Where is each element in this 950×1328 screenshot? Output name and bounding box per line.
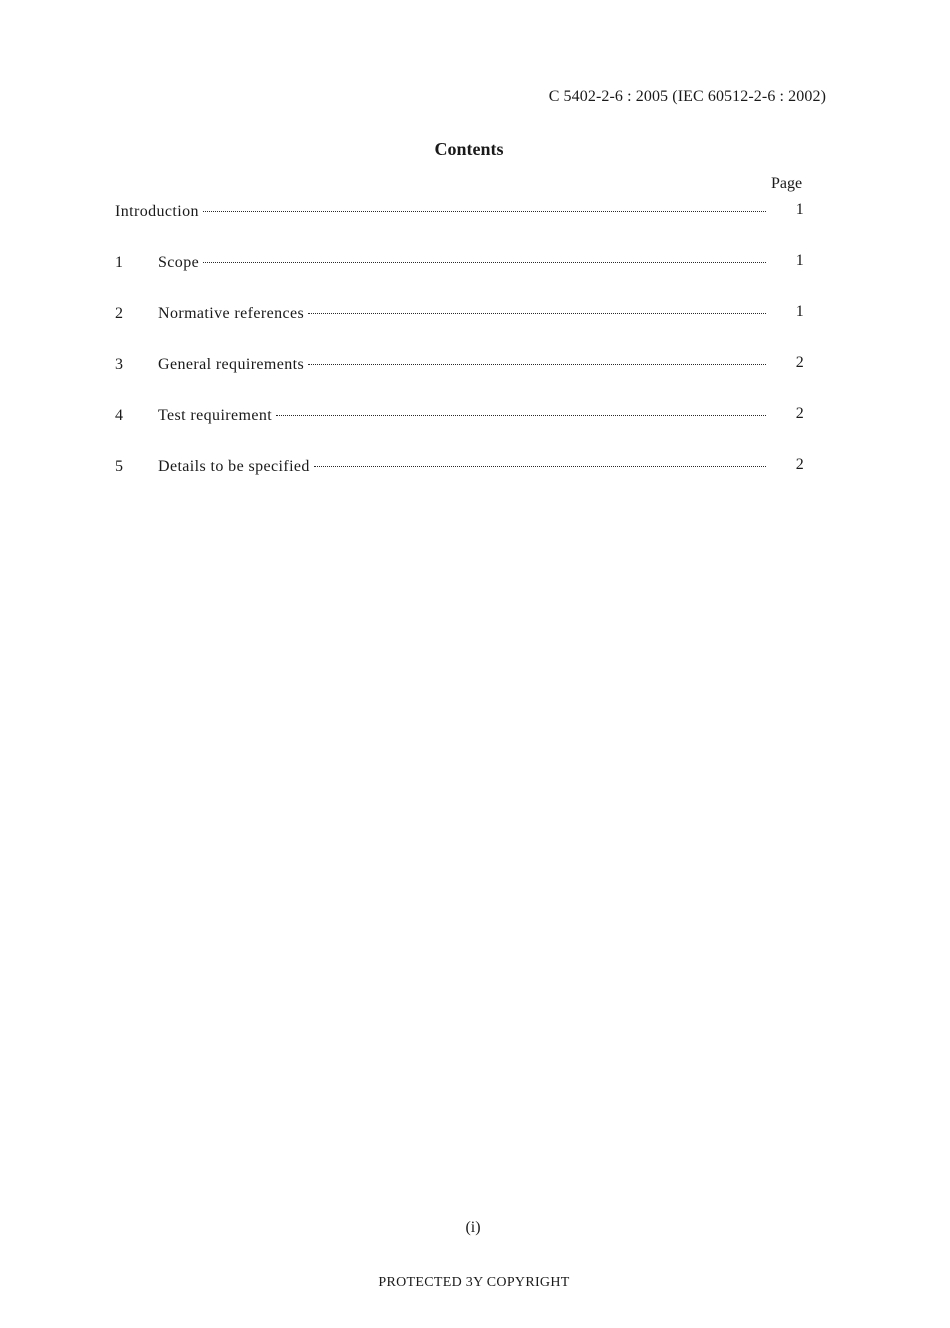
dot-leader xyxy=(308,313,766,314)
toc-entry-page: 1 xyxy=(795,303,805,320)
dot-leader xyxy=(203,211,766,212)
toc-entry-label: Test requirement xyxy=(158,407,276,425)
toc-entry-text xyxy=(158,407,766,425)
toc-entry-text xyxy=(158,254,766,272)
toc-entry-test-requirement[interactable] xyxy=(0,407,950,431)
toc-entry-text xyxy=(158,458,766,476)
toc-entry-normative-references[interactable] xyxy=(0,305,950,329)
page-title: Contents xyxy=(434,139,504,159)
toc-entry-text xyxy=(158,305,766,323)
toc-entry-label: General requirements xyxy=(158,356,308,374)
toc-entry-text xyxy=(158,356,766,374)
toc-entry-details-to-be-specified[interactable] xyxy=(0,458,950,482)
toc-entry-label: Introduction xyxy=(115,203,203,221)
toc-entry-number: 1 xyxy=(115,254,124,271)
toc-entry-page: 2 xyxy=(795,405,805,422)
toc-entry-general-requirements[interactable] xyxy=(0,356,950,380)
standard-number: C 5402-2-6 : 2005 (IEC 60512-2-6 : 2002) xyxy=(548,88,826,105)
copyright-notice: PROTECTED 3Y COPYRIGHT xyxy=(378,1275,570,1290)
toc-entry-page: 2 xyxy=(795,456,805,473)
toc-entry-label: Details to be specified xyxy=(158,458,314,476)
toc-entry-text xyxy=(115,203,766,221)
toc-entry-label: Scope xyxy=(158,254,203,272)
page-column-label: Page xyxy=(771,175,803,192)
toc-entry-page: 2 xyxy=(795,354,805,371)
toc-entry-number: 4 xyxy=(115,407,124,424)
dot-leader xyxy=(203,262,766,263)
page-folio: (i) xyxy=(465,1219,481,1236)
toc-entry-introduction[interactable] xyxy=(0,203,950,227)
toc-entry-number: 5 xyxy=(115,458,124,475)
dot-leader xyxy=(308,364,766,365)
dot-leader xyxy=(276,415,766,416)
toc-entry-scope[interactable] xyxy=(0,254,950,278)
toc-entry-number: 2 xyxy=(115,305,124,322)
dot-leader xyxy=(314,466,766,467)
toc-entry-page: 1 xyxy=(795,201,805,218)
toc-entry-label: Normative references xyxy=(158,305,308,323)
toc-entry-number: 3 xyxy=(115,356,124,373)
toc-entry-page: 1 xyxy=(795,252,805,269)
